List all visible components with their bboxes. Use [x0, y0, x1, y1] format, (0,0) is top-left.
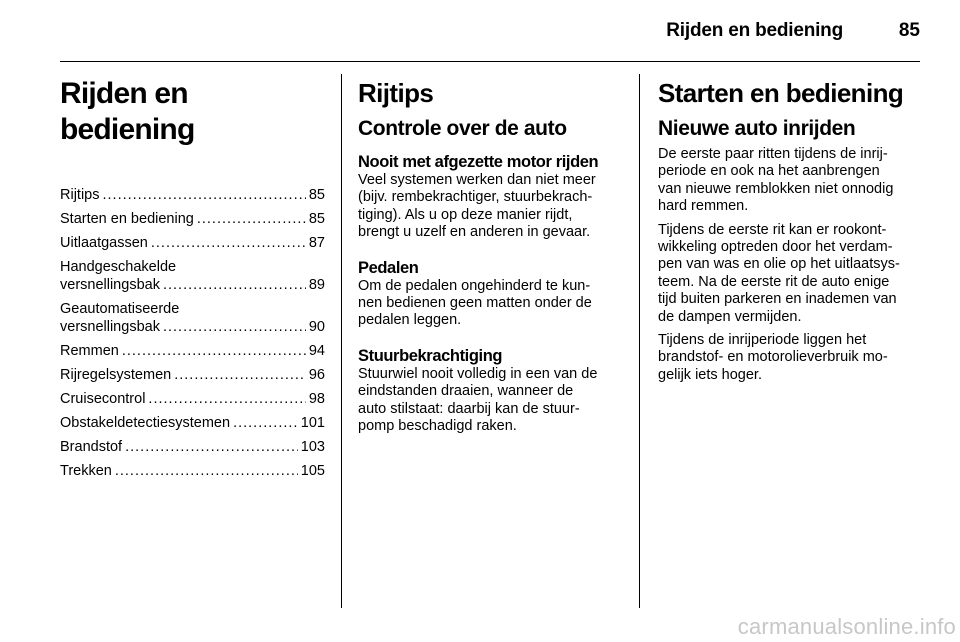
column-divider-left: [341, 74, 342, 608]
toc-entry-page: 98: [308, 391, 325, 407]
toc-entry-rijregelsystemen[interactable]: [60, 366, 325, 384]
section-title-rijtips: Rijtips: [358, 78, 434, 108]
toc-leader-dots: [125, 438, 298, 456]
toc-entry-label: Rijtips: [60, 187, 100, 203]
toc-entry-page: 103: [300, 439, 325, 455]
watermark: carmanualsonline.info: [737, 614, 956, 639]
toc-entry-starten-en-bediening[interactable]: [60, 210, 325, 228]
toc-entry-page: 89: [308, 277, 325, 293]
paragraph-afgezette-motor: Veel systemen werken dan niet meer (bijv. rembekrachtiger, stuurbekrach- tiging). Als u op deze manier rijdt, brengt u uzelf en anderen in gevaar.: [358, 172, 596, 241]
right-column: [658, 62, 923, 384]
toc-entry-label-line1: Handgeschakelde: [60, 259, 177, 275]
toc-entry-label: Cruisecontrol: [60, 391, 146, 407]
toc-leader-dots: [163, 276, 306, 294]
toc-entry-cruisecontrol[interactable]: [60, 390, 325, 408]
running-header-title: Rijden en bediening: [666, 20, 843, 41]
toc-leader-dots: [233, 414, 298, 432]
toc-entry-page: 90: [308, 319, 325, 335]
toc-entry-trekken[interactable]: [60, 462, 325, 480]
paragraph-inrijden-3: Tijdens de inrijperiode liggen het brandstof- en motorolieverbruik mo- gelijk iets hoger.: [658, 332, 888, 383]
paragraph-stuurbekrachtiging: Stuurwiel nooit volledig in een van de eindstanden draaien, wanneer de auto stilstaat: daarbij kan de stuur- pomp beschadigd raken.: [358, 365, 598, 435]
toc-entry-handgeschakelde-versnellingsbak[interactable]: [60, 258, 325, 294]
toc-entry-page: 101: [300, 415, 325, 431]
toc-entry-page: 87: [308, 235, 325, 251]
paragraph-inrijden-1: De eerste paar ritten tijdens de inrij- periode en ook na het aanbrengen van nieuwe remblokken niet onnodig hard remmen.: [658, 146, 894, 215]
toc-entry-label: Trekken: [60, 463, 112, 479]
heading-stuurbekrachtiging: Stuurbekrachtiging: [358, 346, 503, 365]
toc-entry-label: versnellingsbak: [60, 319, 160, 335]
toc-entry-uitlaatgassen[interactable]: [60, 234, 325, 252]
page-header: [0, 0, 960, 62]
toc-leader-dots: [151, 234, 306, 252]
toc-entry-label: Starten en bediening: [60, 211, 194, 227]
toc-entry-page: 85: [308, 187, 325, 203]
paragraph-pedalen: Om de pedalen ongehinderd te kun- nen bedienen geen matten onder de pedalen leggen.: [358, 277, 592, 329]
toc-leader-dots: [148, 390, 305, 408]
subsection-title-controle: Controle over de auto: [358, 117, 567, 140]
toc-entry-brandstof[interactable]: [60, 438, 325, 456]
section-title-starten: Starten en bediening: [658, 78, 904, 108]
toc-entry-geautomatiseerde-versnellingsbak[interactable]: [60, 300, 325, 336]
toc-entry-label: Rijregelsystemen: [60, 367, 172, 383]
heading-nooit-met-afgezette-motor: Nooit met afgezette motor rijden: [358, 153, 599, 171]
chapter-title: Rijden en bediening: [60, 77, 195, 146]
toc-entry-page: 94: [308, 343, 325, 359]
toc-leader-dots: [102, 186, 305, 204]
toc-entry-label: versnellingsbak: [60, 277, 160, 293]
left-column: [60, 62, 325, 486]
toc-entry-page: 96: [308, 367, 325, 383]
toc-entry-label: Remmen: [60, 343, 119, 359]
subsection-title-inrijden: Nieuwe auto inrijden: [658, 117, 856, 140]
toc-entry-rijtips[interactable]: [60, 186, 325, 204]
toc-leader-dots: [174, 366, 306, 384]
toc-entry-obstakeldetectiesystemen[interactable]: [60, 414, 325, 432]
toc-leader-dots: [163, 318, 306, 336]
column-divider-right: [639, 74, 640, 608]
table-of-contents: [60, 186, 325, 480]
toc-leader-dots: [197, 210, 306, 228]
toc-entry-label: Uitlaatgassen: [60, 235, 148, 251]
toc-leader-dots: [115, 462, 298, 480]
toc-entry-page: 85: [308, 211, 325, 227]
toc-entry-remmen[interactable]: [60, 342, 325, 360]
page-number: 85: [898, 20, 920, 41]
middle-column: [358, 62, 623, 435]
toc-entry-label-line1: Geautomatiseerde: [60, 301, 180, 317]
toc-entry-label: Obstakeldetectiesystemen: [60, 415, 231, 431]
paragraph-inrijden-2: Tijdens de eerste rit kan er rookont- wikkeling optreden door het verdam- pen van was en olie op het uitlaatsys- teem. Na de eerste rit de auto enige tijd buiten parkeren en inademen van de dampen vermijden.: [658, 221, 900, 325]
toc-entry-label: Brandstof: [60, 439, 123, 455]
toc-entry-page: 105: [300, 463, 325, 479]
toc-leader-dots: [122, 342, 306, 360]
heading-pedalen: Pedalen: [358, 258, 419, 277]
